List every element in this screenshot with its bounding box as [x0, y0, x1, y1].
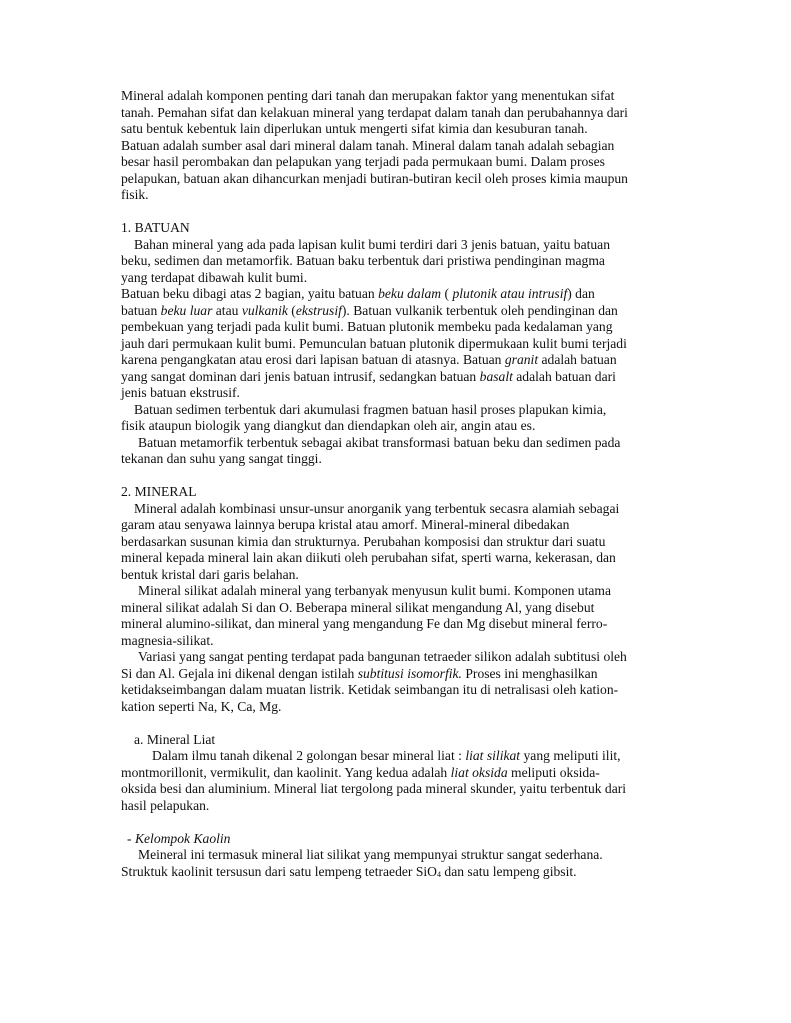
text-line: [121, 352, 673, 369]
text-line: Meineral ini termasuk mineral liat silikat yang mempunyai struktur sangat sederhana.: [138, 847, 603, 862]
text-line: [121, 369, 673, 386]
text-line: magnesia-silikat.: [121, 632, 214, 648]
section-heading-batuan: 1. BATUAN: [121, 220, 190, 235]
italic-term: granit: [504, 352, 539, 367]
text-line: berdasarkan susunan kimia dan strukturnya. Perubahan komposisi dan struktur dari suatu: [121, 533, 606, 549]
text-run: adalah batuan: [538, 352, 617, 367]
italic-term: beku luar: [160, 302, 213, 318]
italic-term: ekstrusif: [295, 302, 342, 318]
subsection-heading-mineral-liat: a. Mineral Liat: [134, 731, 216, 747]
batuan-paragraph-4: [121, 435, 673, 468]
liat-paragraph: [121, 748, 673, 814]
paragraph-gap: [121, 204, 673, 221]
text-run: (: [441, 286, 453, 301]
italic-term: beku dalam: [378, 286, 442, 301]
text-line: [121, 303, 673, 320]
text-run: karena pengangkatan atau erosi dari lapisan batuan di atasnya. Batuan: [121, 352, 505, 367]
italic-heading: Kelompok Kaolin: [134, 830, 231, 846]
mineral-paragraph-3: [121, 649, 673, 715]
text-run: Proses ini menghasilkan: [461, 665, 598, 681]
text-line: Batuan sedimen terbentuk dari akumulasi fragmen batuan hasil proses plapukan kimia,: [134, 401, 607, 417]
text-line: beku, sedimen dan metamorfik. Batuan baku terbentuk dari pristiwa pendinginan magma: [121, 253, 605, 268]
text-line: jauh dari permukaan kulit bumi. Pemunculan batuan plutonik dipermukaan kulit bumi terjadi: [121, 335, 627, 351]
text-run: batuan: [121, 302, 161, 318]
text-run: montmorillonit, vermikulit, dan kaolinit. Yang kedua adalah: [121, 764, 451, 780]
intro-paragraph: [121, 88, 673, 204]
text-line: fisik.: [121, 187, 149, 202]
italic-term: vulkanik: [241, 302, 288, 318]
batuan-paragraph-2: [121, 286, 673, 402]
text-run: (: [287, 302, 296, 318]
text-line: Mineral adalah kombinasi unsur-unsur anorganik yang terbentuk secasra alamiah sebagai: [134, 500, 620, 516]
list-dash: -: [127, 830, 135, 846]
text-line: fisik ataupun biologik yang diangkut dan diendapkan oleh air, angin atau es.: [121, 418, 536, 433]
text-line: [121, 286, 673, 303]
text-line: hasil pelapukan.: [121, 797, 210, 813]
text-run: ) dan: [567, 286, 595, 301]
text-line: mineral silikat adalah Si dan O. Beberapa mineral silikat mengandung Al, yang disebut: [121, 599, 595, 615]
text-run: ). Batuan vulkanik terbentuk oleh pendinginan dan: [341, 302, 618, 318]
mineral-paragraph-2: [121, 583, 673, 649]
text-line: satu bentuk kebentuk lain diperlukan untuk mengerti sifat kimia dan kesuburan tanah.: [121, 121, 588, 136]
batuan-paragraph-3: [121, 402, 673, 435]
text-line: oksida besi dan aluminium. Mineral liat tergolong pada mineral skunder, yaitu terbentuk dari: [121, 781, 627, 796]
text-line: kation seperti Na, K, Ca, Mg.: [121, 698, 282, 714]
italic-term: subtitusi isomorfik.: [357, 665, 462, 681]
text-line: jenis batuan ekstrusif.: [121, 385, 240, 400]
subsection-heading-kelompok-kaolin: [121, 831, 673, 848]
text-run: adalah batuan dari: [512, 368, 616, 384]
kaolin-paragraph: [121, 847, 673, 880]
italic-term: liat silikat: [465, 748, 521, 763]
text-line: [121, 765, 673, 782]
text-run: yang meliputi ilit,: [520, 748, 621, 763]
text-run: Dalam ilmu tanah dikenal 2 golongan besar mineral liat :: [152, 748, 466, 763]
text-line: Batuan metamorfik terbentuk sebagai akibat transformasi batuan beku dan sedimen pada: [138, 434, 621, 450]
text-line: [121, 666, 673, 683]
italic-term: liat oksida: [450, 764, 508, 780]
text-line: yang terdapat dibawah kulit bumi.: [121, 269, 308, 285]
document-body: [121, 88, 673, 880]
batuan-paragraph-1: [121, 237, 673, 287]
text-run: Struktuk kaolinit tersusun dari satu lempeng tetraeder SiO: [121, 863, 437, 879]
text-line: mineral alumino-silikat, dan mineral yang mengandung Fe dan Mg disebut mineral ferro-: [121, 616, 608, 631]
text-line: Mineral silikat adalah mineral yang terbanyak menyusun kulit bumi. Komponen utama: [138, 583, 612, 598]
text-run: Batuan beku dibagi atas 2 bagian, yaitu batuan: [121, 286, 379, 301]
text-run: atau: [212, 302, 242, 318]
text-line: besar hasil perombakan dan pelapukan yang terjadi pada permukaan bumi. Dalam proses: [121, 154, 605, 169]
text-line: tekanan dan suhu yang sangat tinggi.: [121, 451, 322, 466]
text-run: Si dan Al. Gejala ini dikenal dengan istilah: [121, 665, 358, 681]
italic-term: basalt: [479, 368, 513, 384]
paragraph-gap: [121, 715, 673, 732]
text-run: dan satu lempeng gibsit.: [441, 863, 577, 879]
subscript: 4: [437, 869, 441, 879]
paragraph-gap: [121, 814, 673, 831]
text-run: meliputi oksida-: [507, 764, 600, 780]
italic-term: plutonik atau intrusif: [452, 286, 568, 301]
text-line: Mineral adalah komponen penting dari tanah dan merupakan faktor yang menentukan sifat: [121, 88, 615, 103]
text-line: Bahan mineral yang ada pada lapisan kulit bumi terdiri dari 3 jenis batuan, yaitu batuan: [134, 236, 611, 252]
section-heading-mineral: 2. MINERAL: [121, 484, 197, 499]
text-line: pelapukan, batuan akan dihancurkan menjadi butiran-butiran kecil oleh proses kimia maupun: [121, 170, 628, 186]
text-line: garam atau senyawa lainnya berupa kristal atau amorf. Mineral-mineral dibedakan: [121, 517, 570, 532]
text-line: Variasi yang sangat penting terdapat pada bangunan tetraeder silikon adalah subtitusi oleh: [138, 649, 627, 664]
text-line: [121, 864, 673, 881]
text-line: pembekuan yang terjadi pada kulit bumi. Batuan plutonik membeku pada kedalaman yang: [121, 319, 613, 334]
text-line: [121, 748, 673, 765]
paragraph-gap: [121, 468, 673, 485]
text-line: ketidakseimbangan dalam muatan listrik. Ketidak seimbangan itu di netralisasi oleh kation-: [121, 682, 619, 697]
text-line: tanah. Pemahan sifat dan kelakuan mineral yang terdapat dalam tanah dan perubahannya dari: [121, 104, 628, 120]
text-line: bentuk kristal dari garis belahan.: [121, 566, 299, 582]
mineral-paragraph-1: [121, 501, 673, 584]
text-line: Batuan adalah sumber asal dari mineral dalam tanah. Mineral dalam tanah adalah sebagian: [121, 137, 615, 153]
text-line: mineral kepada mineral lain akan diikuti oleh perubahan sifat, sperti warna, kekerasan, dan: [121, 550, 616, 565]
text-run: yang sangat dominan dari jenis batuan intrusif, sedangkan batuan: [121, 368, 480, 384]
